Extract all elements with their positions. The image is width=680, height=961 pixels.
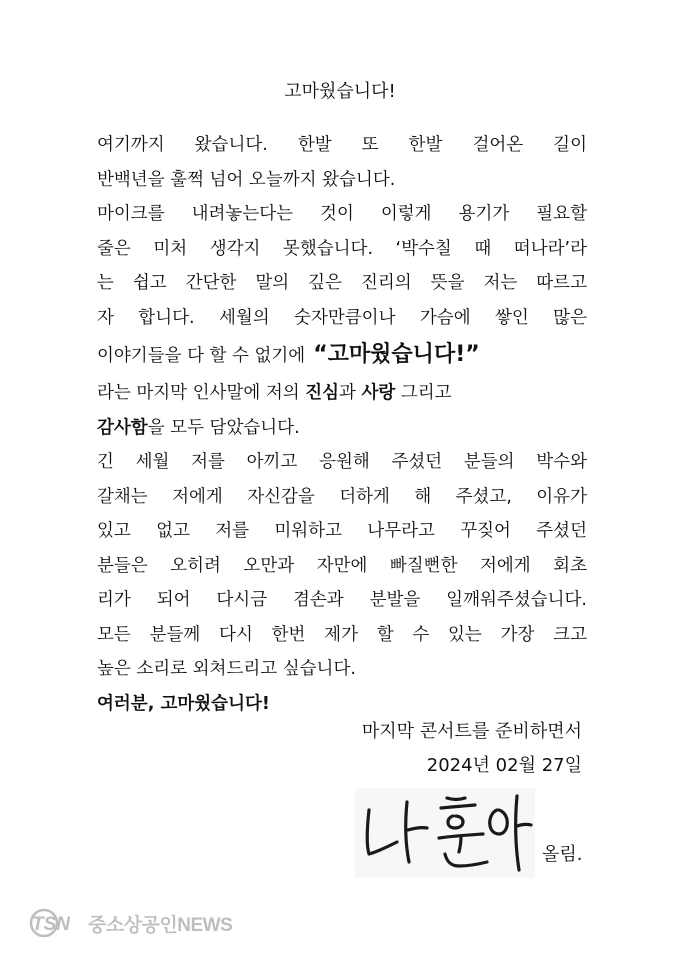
news-logo-icon	[28, 907, 82, 939]
body-line: 긴 세월 저를 아끼고 응원해 주셨던 분들의 박수와	[97, 452, 587, 472]
body-line: 여기까지 왔습니다. 한발 또 한발 걸어온 길이	[97, 135, 587, 155]
body-line	[97, 376, 587, 411]
body-line: 자 합니다. 세월의 숫자만큼이나 가슴에 쌓인 많은	[97, 307, 587, 328]
body-line: 마이크를 내려놓는다는 것이 이렇게 용기가 필요할	[97, 204, 587, 224]
body-line-text: 그리고	[395, 383, 452, 403]
closing-line: 마지막 콘서트를 준비하면서	[361, 721, 582, 742]
svg-text:TSN: TSN	[32, 914, 70, 935]
watermark-text: 중소상공인NEWS	[88, 914, 233, 936]
closing-block	[362, 715, 582, 783]
body-line-text: 라는 마지막 인사말에 저의	[97, 383, 306, 403]
sign-suffix: 올림.	[542, 844, 583, 865]
watermark	[28, 906, 232, 940]
bold-word-sincerity: 진심	[305, 383, 340, 403]
bold-word-love: 사랑	[361, 383, 396, 403]
body-line: 줄은 미처 생각지 못했습니다. ‘박수칠 때 떠나라’라	[97, 238, 587, 259]
final-thanks-line: 여러분, 고마웠습니다!	[97, 693, 270, 714]
body-line-text: 과	[339, 383, 362, 403]
letter-body	[97, 128, 587, 721]
body-line: 높은 소리로 외쳐드리고 싶습니다.	[97, 659, 356, 679]
body-line: 갈채는 저에게 자신감을 더하게 해 주셨고, 이유가	[97, 486, 587, 507]
letter-date: 2024년 02월 27일	[426, 755, 582, 776]
body-line-quote	[97, 335, 587, 376]
signature-icon	[355, 788, 535, 878]
thanks-quote: “고마웠습니다!”	[313, 342, 480, 367]
body-line: 반백년을 훌쩍 넘어 오늘까지 왔습니다.	[97, 169, 396, 190]
body-line: 분들은 오히려 오만과 자만에 빠질뻔한 저에게 회초	[97, 555, 587, 576]
handwritten-signature	[355, 788, 535, 878]
body-line-text: 을 모두 담았습니다.	[147, 417, 300, 438]
body-line: 있고 없고 저를 미워하고 나무라고 꾸짖어 주셨던	[97, 521, 587, 541]
body-line: 리가 되어 다시금 겸손과 분발을 일깨워주셨습니다.	[97, 590, 587, 610]
body-line: 는 쉽고 간단한 말의 깊은 진리의 뜻을 저는 따르고	[97, 273, 587, 293]
letter-title: 고마웠습니다!	[284, 81, 396, 102]
bold-word-gratitude: 감사함	[97, 417, 148, 438]
body-line-text: 이야기들을 다 할 수 없기에	[97, 346, 306, 366]
body-line: 모든 분들께 다시 한번 제가 할 수 있는 가장 크고	[97, 624, 587, 645]
body-line	[97, 411, 587, 446]
